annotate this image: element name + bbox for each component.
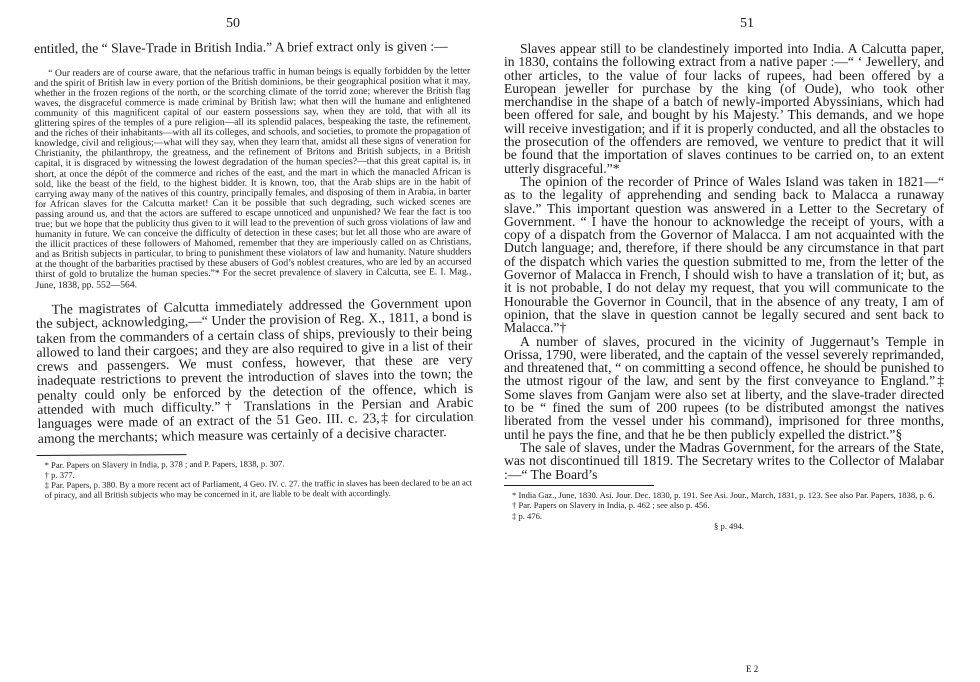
paragraph: A number of slaves, procured in the vicinity of Juggernaut’s Temple in Orissa, 1790, were liberated, and the captain of the vessel severely reprimanded, and threatened that, “ on committing a second offence, he should be punished to the utmost rigour of the law, and sent by the first conveyance to England.”‡ Some slaves from Ganjam were also set at liberty, and the slave-trader directed to be “ fined the sum of 200 rupees (to be distributed amongst the natives liberated from the vessel under his command), imprisoned for three months, until he pays the fine, and that he be then publicly expelled the district.”§	[504, 333, 944, 442]
signature-mark: E 2	[746, 664, 759, 674]
paragraph: Slaves appear still to be clandestinely imported into India. A Calcutta paper, in 1830, contains the following extract from a native paper :—“ ‘ Jewellery, and other articles, to the value of four lacks of rupees, had been offered by a European jeweller for purchase by the king (of Oude), who took other merchandise in the shape of a batch of newly-imported Abyssinians, which had been offered for sale, and bought by his Majesty.’ This demands, and we hope will receive investigation; and if it is properly conducted, and all the obstacles to the prosecution of the offenders are removed, we venture to predict that it will be found that the importation of slaves continues to be carried on, to an extent utterly disgraceful.”*	[504, 41, 944, 176]
footnote: ‡ Par. Papers, p. 380. By a more recent act of Parliament, 4 Geo. IV. c. 27. the traffic in slaves has been declared to be an act of piracy, and all British subjects who may be concerned in it, are liable to be dealt with accordingly.	[44, 477, 473, 500]
footnote-rule	[37, 454, 187, 456]
paragraph: The opinion of the recorder of Prince of Wales Island was taken in 1821—“ as to the legality of apprehending and sending back to Malacca a runaway slave.” This important question was answered in a Letter to the Secretary of Government. “ I have the honour to acknowledge the receipt of yours, with a copy of a dispatch from the Governor of Malacca. I am not acquainted with the Dutch language; and, therefore, if there should be any circumstance in that part of the dispatch which varies the question submitted to me, from the letter of the Governor of Malacca in French, I should wish to have a translation of it; but, as it is not probable, I do not delay my request, that you will communicate to the Honourable the Governor in Council, that in the absence of any treaty, I am of opinion, that the slave in question cannot be legally secured and sent back to Malacca.”†	[504, 173, 944, 336]
paragraph: The sale of slaves, under the Madras Government, for the arrears of the State, was not discontinued till 1819. The Secretary writes to the Collector of Malabar :—“ The Board’s	[504, 439, 944, 482]
text-column	[504, 42, 944, 532]
footnote-rule	[504, 485, 654, 486]
footnote: * Par. Papers on Slavery in India, p. 378 ; and P. Papers, 1838, p. 307.	[44, 458, 285, 470]
text-column	[34, 39, 473, 501]
footnote: † p. 377.	[44, 469, 75, 480]
page-number: 50	[226, 16, 240, 31]
footnote: † Par. Papers on Slavery in India, p. 462 ; see also p. 456.	[512, 500, 710, 511]
block-quote: “ Our readers are of course aware, that the nefarious traffic in human beings is equally forbidden by the letter and the spirit of British law in every portion of the British dominions, be their geographical position what it may, whether in the frozen regions of the north, or the scorching climate of the torrid zone; wherever the British flag waves, the disgraceful commerce is made criminal by British law; what then will the humane and enlightened community of this magnificent capital of our eastern possessions say, when they are told, that with all its glittering spires of the temples of a pure religion—all its splendid palaces, bespeaking the taste, the refinement, and the riches of their inhabitants—with all its colleges, and schools, and societies, to promote the propagation of knowledge, civil and religious;—what will they say, when they learn that, amidst all these signs of veneration for Christianity, the philanthropy, the greatness, and the refinement of Britons and British subjects, in a British capital, it is disgraced by witnessing the lowest degradation of the human species?—that this great capital is, in short, at once the dépôt of the commerce and riches of the east, and the mart in which the manacled African is sold, like the beast of the field, to the highest bidder. It is known, too, that the Arab ships are in the habit of carrying away many of the natives of this country, principally females, and disposing of them in Arabia, in barter for African slaves for the Calcutta market! Can it be possible that such degrading, such wicked scenes are passing around us, and that the actors are suffered to escape unnoticed and unpunished? We fear the fact is too true; but we hope that the publicity thus given to it will lead to the prevention of such gross violations of law and humanity in future. We can conceive the difficulty of detection in these cases; but let all those who are aware of the illicit practices of these followers of Mahomed, remember that they are imperiously called on as Christians, and as British subjects in particular, to bring to punishment these violators of law and humanity. Nature shudders at the thought of the barbarities practised by these abusers of God’s noblest creatures, who are led by an accursed thirst of gold to brutalize the human species.”* For the secret prevalence of slavery in Calcutta, see E. I. Mag., June, 1838, pp. 552—564.	[34, 64, 472, 291]
footnote: ‡ p. 476.	[512, 510, 543, 521]
footnote: * India Gaz., June, 1830. Asi. Jour. Dec. 1830, p. 191. See Asi. Jour., March, 1831, p. 123. See also Par. Papers, 1838, p. 6.	[512, 489, 935, 500]
page-number: 51	[740, 16, 754, 31]
intro-paragraph: entitled, the “ Slave-Trade in British India.” A brief extract only is given :—	[33, 38, 448, 56]
right-page	[490, 0, 980, 682]
footnote: § p. 494.	[714, 521, 745, 532]
main-paragraph: The magistrates of Calcutta immediately addressed the Government upon the subject, acknowledging,—“ Under the provision of Reg. X., 1811, a bond is taken from the commanders of a certain class of ships, previously to their being allowed to land their cargoes; and they are also required to give in a list of their crews and passengers. We must confess, however, that these are very inadequate restrictions to prevent the introduction of slaves into the town; the penalty could only be enforced by the detection of the offence, which is attended with much difficulty.”† Translations in the Persian and Arabic languages were made of an extract of the 51 Geo. III. c. 23,‡ for circulation among the merchants; which measure was certainly of a decisive character.	[35, 294, 474, 446]
